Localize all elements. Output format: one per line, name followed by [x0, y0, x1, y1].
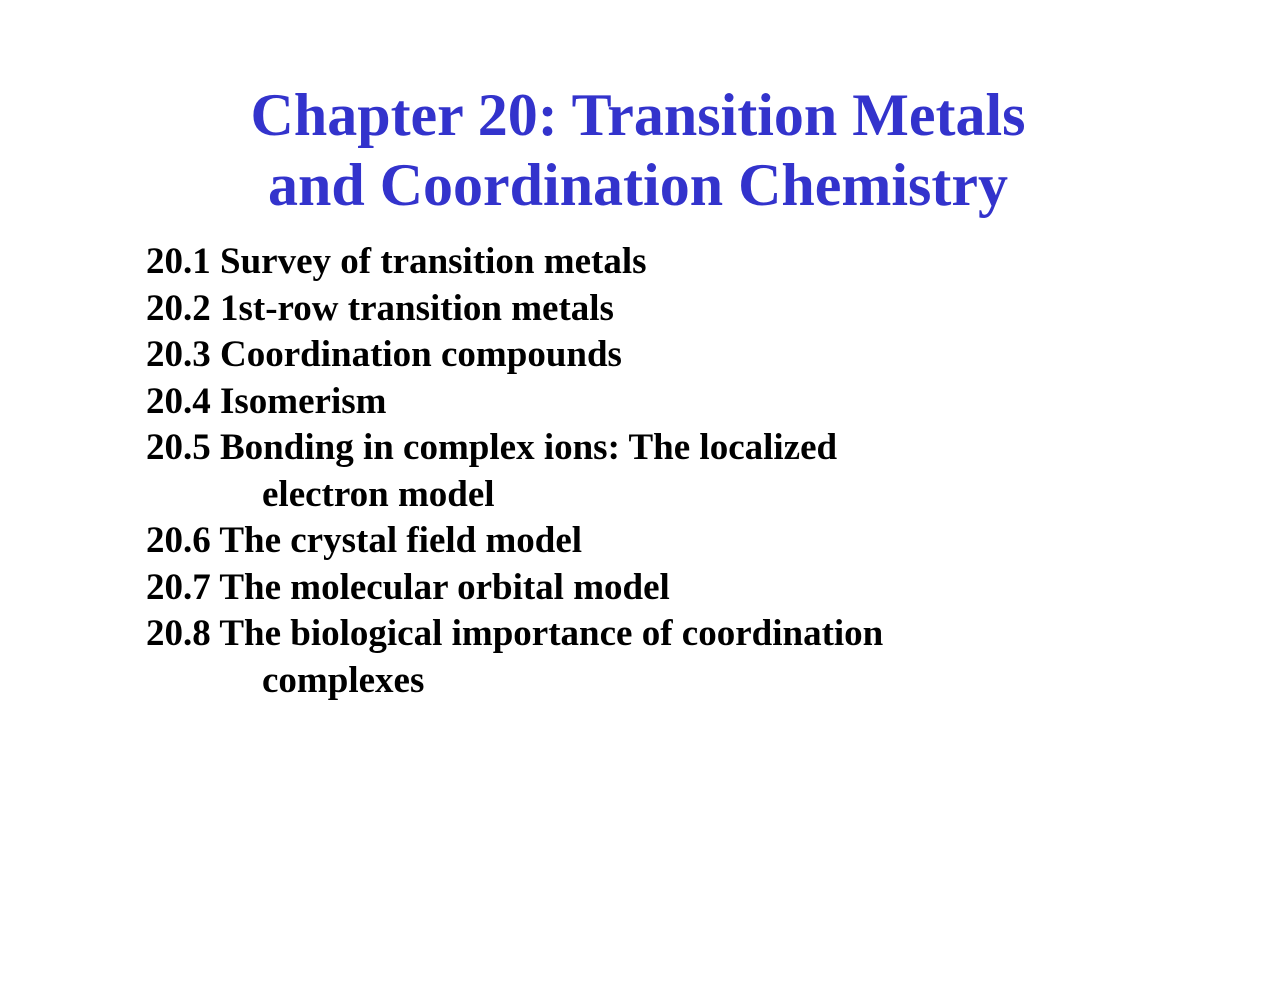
slide-title-line-1: Chapter 20: Transition Metals: [250, 82, 1026, 148]
slide-title: [0, 80, 1276, 220]
section-item-continuation: complexes: [262, 659, 425, 701]
section-item-label: 20.4 Isomerism: [146, 380, 387, 422]
section-list: [146, 239, 883, 704]
section-item-label: 20.3 Coordination compounds: [146, 334, 622, 375]
section-item-label: 20.5 Bonding in complex ions: The localized: [146, 427, 838, 468]
section-item: [146, 379, 883, 426]
section-item: [146, 518, 883, 565]
section-item-label: 20.7 The molecular orbital model: [146, 566, 670, 608]
section-item: [146, 425, 883, 518]
section-item: [146, 286, 883, 333]
section-item-continuation: electron model: [262, 473, 495, 515]
section-item-label: 20.1 Survey of transition metals: [146, 241, 647, 282]
section-item: [146, 611, 883, 704]
section-item: [146, 565, 883, 612]
section-item-label: 20.8 The biological importance of coordination: [146, 613, 884, 654]
section-item-label: 20.6 The crystal field model: [146, 520, 583, 561]
slide-title-line-2: and Coordination Chemistry: [267, 152, 1009, 218]
section-item-label: 20.2 1st-row transition metals: [146, 287, 614, 329]
section-item: [146, 332, 883, 379]
section-item: [146, 239, 883, 286]
